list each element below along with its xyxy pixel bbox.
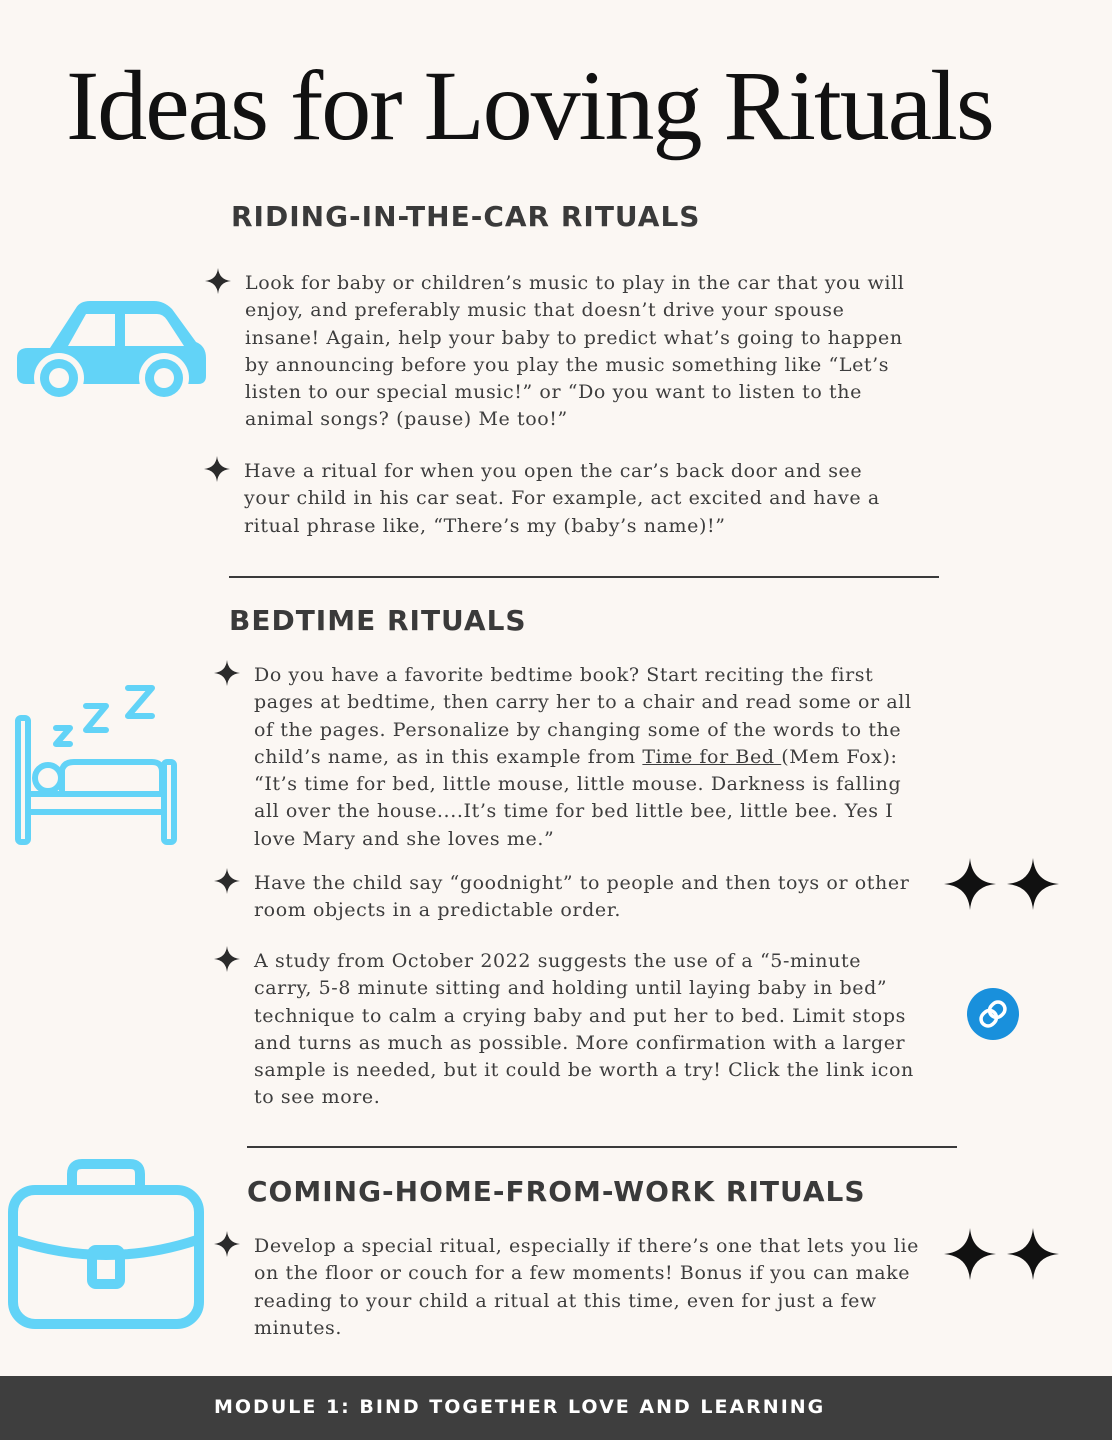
footer-text: MODULE 1: BIND TOGETHER LOVE AND LEARNING	[214, 1396, 826, 1418]
divider	[247, 1146, 957, 1148]
bed-sleep-icon	[12, 682, 182, 850]
list-item: A study from October 2022 suggests the use of a “5-minute carry, 5-8 minute sitting and holding until laying baby in bed” technique to calm a crying baby and put her to bed. Limit stops and turns as much as possible. More confirmation with a larger sample is needed, but it could be worth a try! Click the link icon to see more.	[254, 948, 919, 1112]
car-icon	[14, 296, 210, 406]
link-icon	[967, 988, 1019, 1040]
sparkle-bullet-icon	[214, 660, 240, 686]
sparkle-bullet-icon	[214, 1231, 240, 1257]
sparkle-bullet-icon	[214, 946, 240, 972]
sparkle-bullet-icon	[214, 868, 240, 894]
book-title: Time for Bed	[642, 745, 782, 768]
sparkles-decoration-icon	[944, 856, 1060, 912]
list-item: Have the child say “goodnight” to people and then toys or other room objects in a predictable order.	[254, 870, 919, 925]
list-item: Look for baby or children’s music to play in the car that you will enjoy, and preferably music that doesn’t drive your spouse insane! Again, help your baby to predict what’s going to happen by announcing before you play the music something like “Let’s listen to our special music!” or “Do you want to listen to the animal songs? (pause) Me too!”	[245, 270, 925, 434]
list-item: Develop a special ritual, especially if there’s one that lets you lie on the floor or couch for a few moments! Bonus if you can make reading to your child a ritual at this time, even for just a few minutes.	[254, 1233, 919, 1342]
briefcase-icon	[6, 1156, 206, 1332]
link-button[interactable]	[967, 988, 1019, 1040]
section-heading-car: RIDING-IN-THE-CAR RITUALS	[231, 200, 701, 233]
sparkle-bullet-icon	[204, 456, 230, 482]
sparkles-decoration-icon	[944, 1226, 1060, 1282]
list-item: Have a ritual for when you open the car’s back door and see your child in his car seat. For example, act excited and have a ritual phrase like, “There’s my (baby’s name)!”	[244, 458, 894, 540]
sparkle-bullet-icon	[205, 268, 231, 294]
divider	[229, 576, 939, 578]
list-item: Do you have a favorite bedtime book? Start reciting the first pages at bedtime, then carry her to a chair and read some or all of the pages. Personalize by changing some of the words to the child’s name, as in this example from Time for Bed (Mem Fox): “It’s time for bed, little mouse, little mouse. Darkness is falling all over the house....It’s time for bed little bee, little bee. Yes I love Mary and she loves me.”	[254, 662, 919, 853]
section-heading-coming-home: COMING-HOME-FROM-WORK RITUALS	[247, 1175, 866, 1208]
footer-bar	[0, 1376, 1112, 1440]
section-heading-bedtime: BEDTIME RITUALS	[229, 604, 527, 637]
page-title: Ideas for Loving Rituals	[66, 50, 993, 161]
